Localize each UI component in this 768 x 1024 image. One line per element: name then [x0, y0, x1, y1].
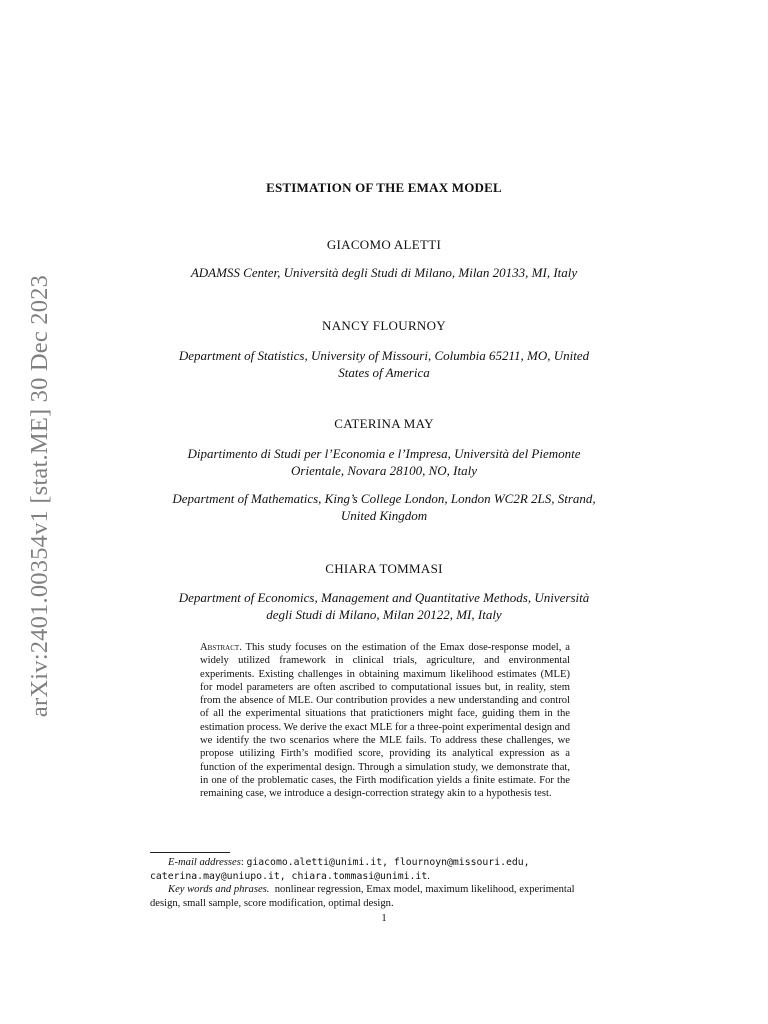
author-affiliation: Department of Statistics, University of Missouri, Columbia 65211, MO, United States of America: [178, 348, 590, 380]
author-name: CATERINA MAY: [334, 416, 434, 431]
author-affiliation: Dipartimento di Studi per l’Economia e l’Impresa, Università del Piemonte Orientale, Novara 28100, NO, Italy: [187, 446, 581, 478]
author-name: GIACOMO ALETTI: [326, 237, 442, 252]
author-affiliation: Department of Economics, Management and Quantitative Methods, Università degli Studi di Milano, Milan 20122, MI, Italy: [178, 590, 590, 622]
keywords-footnote: Key words and phrases. nonlinear regression, Emax model, maximum likelihood, experimental: [168, 884, 575, 895]
author-name: NANCY FLOURNOY: [322, 318, 446, 333]
paper-title: ESTIMATION OF THE EMAX MODEL: [266, 180, 502, 195]
author-name: CHIARA TOMMASI: [325, 561, 443, 576]
keywords-footnote-cont: design, small sample, score modification, optimal design.: [150, 897, 394, 909]
abstract-text: This study focuses on the estimation of the Emax dose-response model, a widely utilized framework in clinical trials, agriculture, and environmental experiments. Existing challenges in obtaining maximum likelihood estimates (MLE) for model parameters are often ascribed to computational issues but, in reality, stem from the absence of MLE. Our contribution provides a new understanding and control of all the experimental situations that pratictioners might face, guiding them in the estimation process. We derive the exact MLE for a three-point experimental design and we identify the two scenarios where the MLE fails. To address these challenges, we propose utilizing Firth’s modified score, providing its analytical expression as a function of the experimental design. Through a simulation study, we demonstrate that, in one of the problematic cases, the Firth modification yields a finite estimate. For the remaining case, we introduce a design-correction strategy akin to a hypothesis test.: [200, 642, 570, 800]
author-affiliation-secondary: Department of Mathematics, King’s College London, London WC2R 2LS, Strand, United Kingdom: [172, 491, 596, 523]
footnotes: [150, 856, 620, 910]
arxiv-stamp: arXiv:2401.00354v1 [stat.ME] 30 Dec 2023: [26, 274, 53, 718]
page-number: 1: [381, 913, 387, 924]
abstract-label: Abstract.: [200, 642, 242, 653]
abstract: [200, 641, 570, 801]
author-affiliation: ADAMSS Center, Università degli Studi di Milano, Milan 20133, MI, Italy: [190, 265, 578, 280]
email-footnote-cont: caterina.may@uniupo.it, chiara.tommasi@unimi.it.: [150, 870, 430, 882]
footnote-rule: [150, 852, 230, 853]
email-footnote: E-mail addresses: giacomo.aletti@unimi.it, flournoyn@missouri.edu,: [168, 857, 530, 868]
